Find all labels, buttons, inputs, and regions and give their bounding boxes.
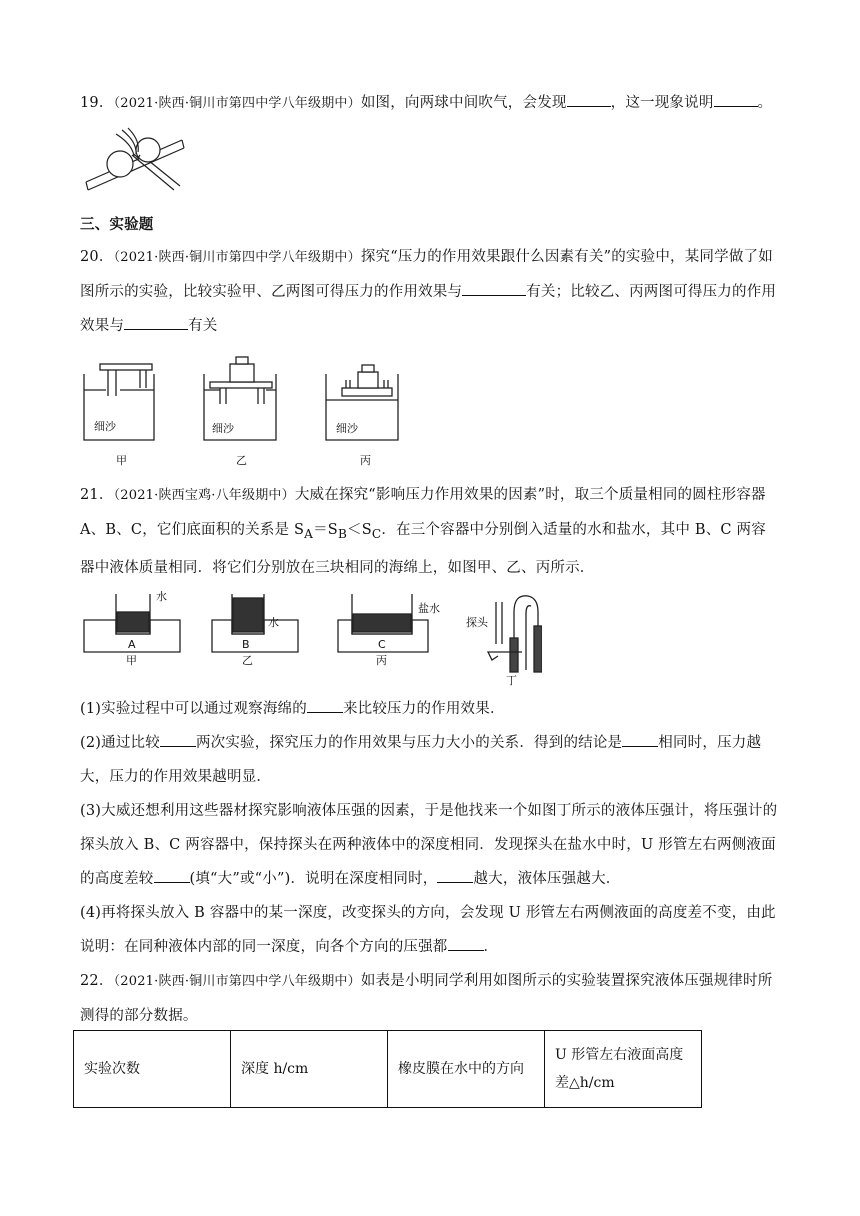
question-number: 22． <box>80 973 114 989</box>
q21-subquestion-1 <box>80 692 780 726</box>
answer-blank[interactable] <box>307 696 343 713</box>
question-text: 来比较压力的作用效果． <box>342 701 505 717</box>
answer-blank[interactable] <box>714 90 758 107</box>
question-text: ． <box>483 939 499 955</box>
q21-subquestion-2 <box>80 726 780 794</box>
answer-blank[interactable] <box>160 730 196 747</box>
question-text: 有关；比较乙、丙两图可得压力的作用效果与 <box>80 284 777 334</box>
question-source: （2021·陕西·铜川市第四中学八年级期中） <box>113 974 361 989</box>
label-figure-jia: 甲 <box>126 654 137 667</box>
answer-blank[interactable] <box>437 866 473 883</box>
table-header-cell: 橡皮膜在水中的方向 <box>388 1031 545 1108</box>
answer-blank[interactable] <box>448 934 484 951</box>
label-figure-yi: 乙 <box>236 454 247 467</box>
section-heading-experiments: 三、实验题 <box>80 217 154 233</box>
question-text: 探究“压力的作用效果跟什么因素有关”的实验中，某同学做了如图所示的实验，比较实验甲、乙两图可得压力的作用效果与 <box>80 249 773 300</box>
label-water: 水 <box>156 590 167 603</box>
question-text: (3)大威还想利用这些器材探究影响液体压强的因素，于是他找来一个如图丁所示的液体压强计，将压强计的探头放入 B、C 两容器中，保持探头在两种液体中的深度相同．发现探头在盐水中时，U 形管左右两侧液面的高度差较 <box>80 803 778 887</box>
table-header-cell: U 形管左右液面高度差△h/cm <box>545 1031 702 1108</box>
question-number: 21． <box>80 487 114 503</box>
label-container-b: B <box>242 638 250 651</box>
label-figure-bing: 丙 <box>376 654 387 667</box>
question-text: ＜S <box>347 522 372 538</box>
label-probe: 探头 <box>466 616 488 629</box>
label-figure-ding: 丁 <box>506 674 517 687</box>
question-text: 越大，液体压强越大． <box>473 871 621 887</box>
label-water: 水 <box>268 616 279 629</box>
label-sand: 细沙 <box>94 420 116 433</box>
label-figure-jia: 甲 <box>116 454 127 467</box>
question-number: 19． <box>80 95 114 111</box>
figure-q21-containers <box>82 590 542 688</box>
question-20 <box>80 240 780 343</box>
label-figure-yi: 乙 <box>242 654 253 667</box>
question-text: 。 <box>757 95 773 111</box>
question-text: ＝S <box>313 522 338 538</box>
q21-subquestion-3 <box>80 794 780 896</box>
label-container-a: A <box>128 638 136 651</box>
question-22 <box>80 964 780 1033</box>
subscript: C <box>371 526 382 541</box>
label-container-c: C <box>378 638 386 651</box>
label-saltwater: 盐水 <box>418 602 440 615</box>
question-source: （2021·陕西·铜川市第四中学八年级期中） <box>113 250 361 265</box>
answer-blank[interactable] <box>154 866 190 883</box>
subscript: B <box>337 526 348 541</box>
question-text: ，这一现象说明 <box>610 95 714 111</box>
question-21 <box>80 478 780 585</box>
figure-q19-two-balls <box>82 120 192 196</box>
question-text: (4)再将探头放入 B 容器中的某一深度，改变探头的方向，会发现 U 形管左右两侧液面的高度差不变，由此说明：在同种液体内部的同一深度，向各个方向的压强都 <box>80 905 776 955</box>
question-text: 有关 <box>188 318 218 334</box>
question-number: 20． <box>80 249 114 265</box>
question-text: ．在三个容器中分别倒入适量的水和盐水，其中 B、C 两容器中液体质量相同．将它们分别放在三块相同的海绵上，如图甲、乙、丙所示． <box>80 522 766 576</box>
question-19 <box>80 86 780 121</box>
label-figure-bing: 丙 <box>360 454 371 467</box>
label-sand: 细沙 <box>336 422 358 435</box>
question-text: 大威在探究“影响压力作用效果的因素”时，取三个质量相同的圆柱形容器 A、B、C，它们底面积的关系是 S <box>80 487 766 538</box>
q21-subquestion-4 <box>80 896 780 964</box>
answer-blank[interactable] <box>462 279 526 296</box>
question-source: （2021·陕西·铜川市第四中学八年级期中） <box>113 96 361 111</box>
question-text: (1)实验过程中可以通过观察海绵的 <box>80 701 307 717</box>
answer-blank[interactable] <box>622 730 658 747</box>
figure-q20-pressure-experiment <box>80 352 410 470</box>
question-text: 两次实验，探究压力的作用效果与压力大小的关系．得到的结论是 <box>195 735 623 751</box>
label-sand: 细沙 <box>212 422 234 435</box>
subscript: A <box>304 526 314 541</box>
answer-blank[interactable] <box>567 90 611 107</box>
table-header-cell: 深度 h/cm <box>231 1031 388 1108</box>
question-text: (填“大”或“小”)．说明在深度相同时， <box>189 871 438 887</box>
data-table <box>73 1030 702 1108</box>
question-source: （2021·陕西宝鸡·八年级期中） <box>113 488 295 503</box>
table-header-cell: 实验次数 <box>74 1031 231 1108</box>
question-text: 相同时，压力越大，压力的作用效果越明显． <box>80 735 762 785</box>
question-text: (2)通过比较 <box>80 735 160 751</box>
table-header-row <box>74 1031 702 1108</box>
question-text: 如图，向两球中间吹气，会发现 <box>360 95 567 111</box>
answer-blank[interactable] <box>124 313 188 330</box>
question-text: 如表是小明同学利用如图所示的实验装置探究液体压强规律时所测得的部分数据。 <box>80 973 773 1024</box>
